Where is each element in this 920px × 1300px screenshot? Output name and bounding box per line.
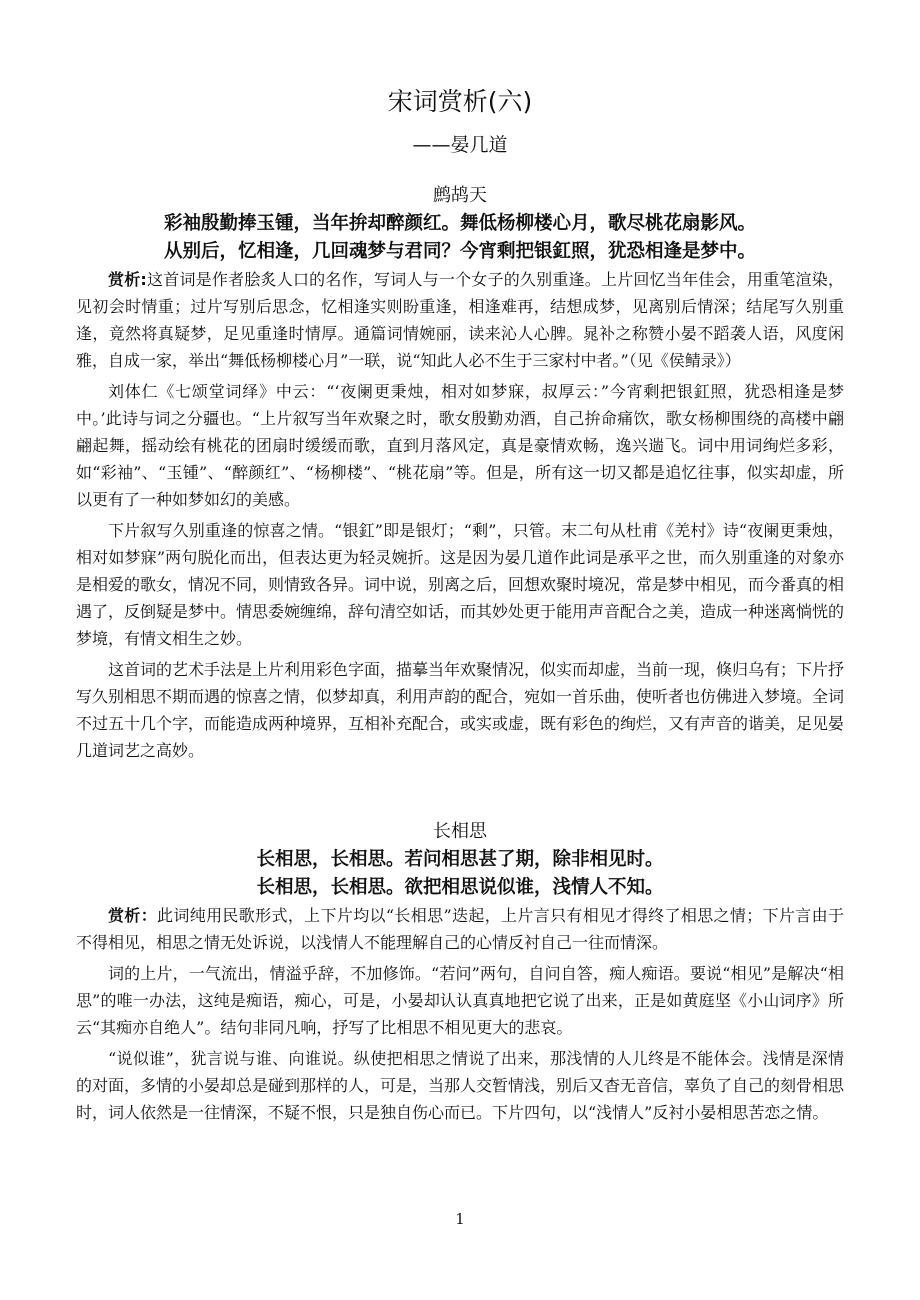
- commentary-paragraph: [76, 902, 844, 956]
- poem-title: 鹧鸪天: [433, 185, 487, 206]
- paragraph-text: 这首词是作者脍炙人口的名作，写词人与一个女子的久别重逢。上片回忆当年佳会，用重笔渲染，见初会时情重；过片写别后思念，忆相逢实则盼重逢，相逢难再，结想成梦，见离别后情深；结尾写久别重逢，竟然将真疑梦，足见重逢时情厚。通篇词情婉丽，读来沁人心脾。晁补之称赞小晏不蹈袭人语，风度闲雅，自成一家，举出“舞低杨柳楼心月”一联，说“知此人必不生于三家村中者。”（见《侯鲭录》）: [76, 270, 844, 370]
- commentary-paragraph: 下片叙写久别重逢的惊喜之情。“银釭”即是银灯；“剩”，只管。末二句从杜甫《羌村》诗“夜阑更秉烛，相对如梦寐”两句脱化而出，但表达更为轻灵婉折。这是因为晏几道作此词是承平之世，而久别重逢的对象亦是相爱的歌女，情况不同，则情致各异。词中说，别离之后，回想欢聚时境况，常是梦中相见，而今番真的相遇了，反倒疑是梦中。情思委婉缠绵，辞句清空如话，而其妙处更于能用声音配合之美，造成一种迷离惝恍的梦境，有情文相生之妙。: [76, 521, 845, 648]
- document-title: 宋词赏析(六): [387, 87, 533, 116]
- commentary-section: [76, 266, 844, 768]
- poem-verse-line: 彩袖殷勤捧玉锺，当年拚却醉颜红。舞低杨柳楼心月，歌尽桃花扇影风。: [163, 213, 756, 234]
- commentary-paragraph: 刘体仁《七颂堂词绎》中云：“‘夜阑更秉烛，相对如梦寐，叔厚云：”今宵剩把银釭照，犹恐相逢是梦中。’此诗与词之分疆也。“上片叙写当年欢聚之时，歌女殷勤劝酒，自己拚命痛饮，歌女杨柳围绕的高楼中翩翩起舞，摇动绘有桃花的团扇时缓缓而歌，直到月落风定，真是豪情欢畅，逸兴遄飞。词中用词绚烂多彩，如“彩袖”、“玉锺”、“醉颜红”、“杨柳楼”、“桃花扇”等。但是，所有这一切又都是追忆往事，似实却虚，所以更有了一种如梦如幻的美感。: [76, 382, 844, 509]
- poem-verse-line: 长相思，长相思。欲把相思说似谁，浅情人不知。: [256, 877, 664, 898]
- poem-verse-line: 长相思，长相思。若问相思甚了期，除非相见时。: [256, 849, 664, 870]
- commentary-paragraph: 词的上片，一气流出，情溢乎辞，不加修饰。“若问”两句，自问自答，痴人痴语。要说“相见”是解决“相思”的唯一办法，这纯是痴语，痴心，可是，小晏却认认真真地把它说了出来，正是如黄庭坚《小山词序》所云“其痴亦自绝人”。结句非同凡响，抒写了比相思不相见更大的悲哀。: [76, 964, 844, 1037]
- commentary-paragraph: “说似谁”，犹言说与谁、向谁说。纵使把相思之情说了出来，那浅情的人儿终是不能体会。浅情是深情的对面，多情的小晏却总是碰到那样的人，可是，当那人交暂情浅，别后又杳无音信，辜负了自己的刻骨相思时，词人依然是一往情深，不疑不恨，只是独自伤心而已。下片四句，以“浅情人”反衬小晏相思苦恋之情。: [76, 1049, 845, 1122]
- commentary-section: [76, 902, 844, 1130]
- commentary-label: 赏析:: [108, 270, 147, 289]
- paragraph-text: 此词纯用民歌形式，上下片均以“长相思”迭起，上片言只有相见才得终了相思之情；下片言由于不得相见，相思之情无处诉说，以浅情人不能理解自己的心情反衬自己一往而情深。: [76, 906, 844, 952]
- author-line: ——晏几道: [412, 134, 508, 156]
- commentary-label: 赏析：: [108, 906, 158, 925]
- poem-verse-line: 从别后，忆相逢，几回魂梦与君同？今宵剩把银釭照，犹恐相逢是梦中。: [163, 241, 756, 262]
- page-number: 1: [455, 1210, 465, 1228]
- commentary-paragraph: [76, 266, 844, 374]
- poem-title: 长相思: [433, 821, 487, 842]
- commentary-paragraph: 这首词的艺术手法是上片利用彩色字面，描摹当年欢聚情况，似实而却虚，当前一现，倏归乌有；下片抒写久别相思不期而遇的惊喜之情，似梦却真，利用声韵的配合，宛如一首乐曲，使听者也仿佛进入梦境。全词不过五十几个字，而能造成两种境界，互相补充配合，或实或虚，既有彩色的绚烂，又有声音的谐美，足见晏几道词艺之高妙。: [76, 660, 845, 760]
